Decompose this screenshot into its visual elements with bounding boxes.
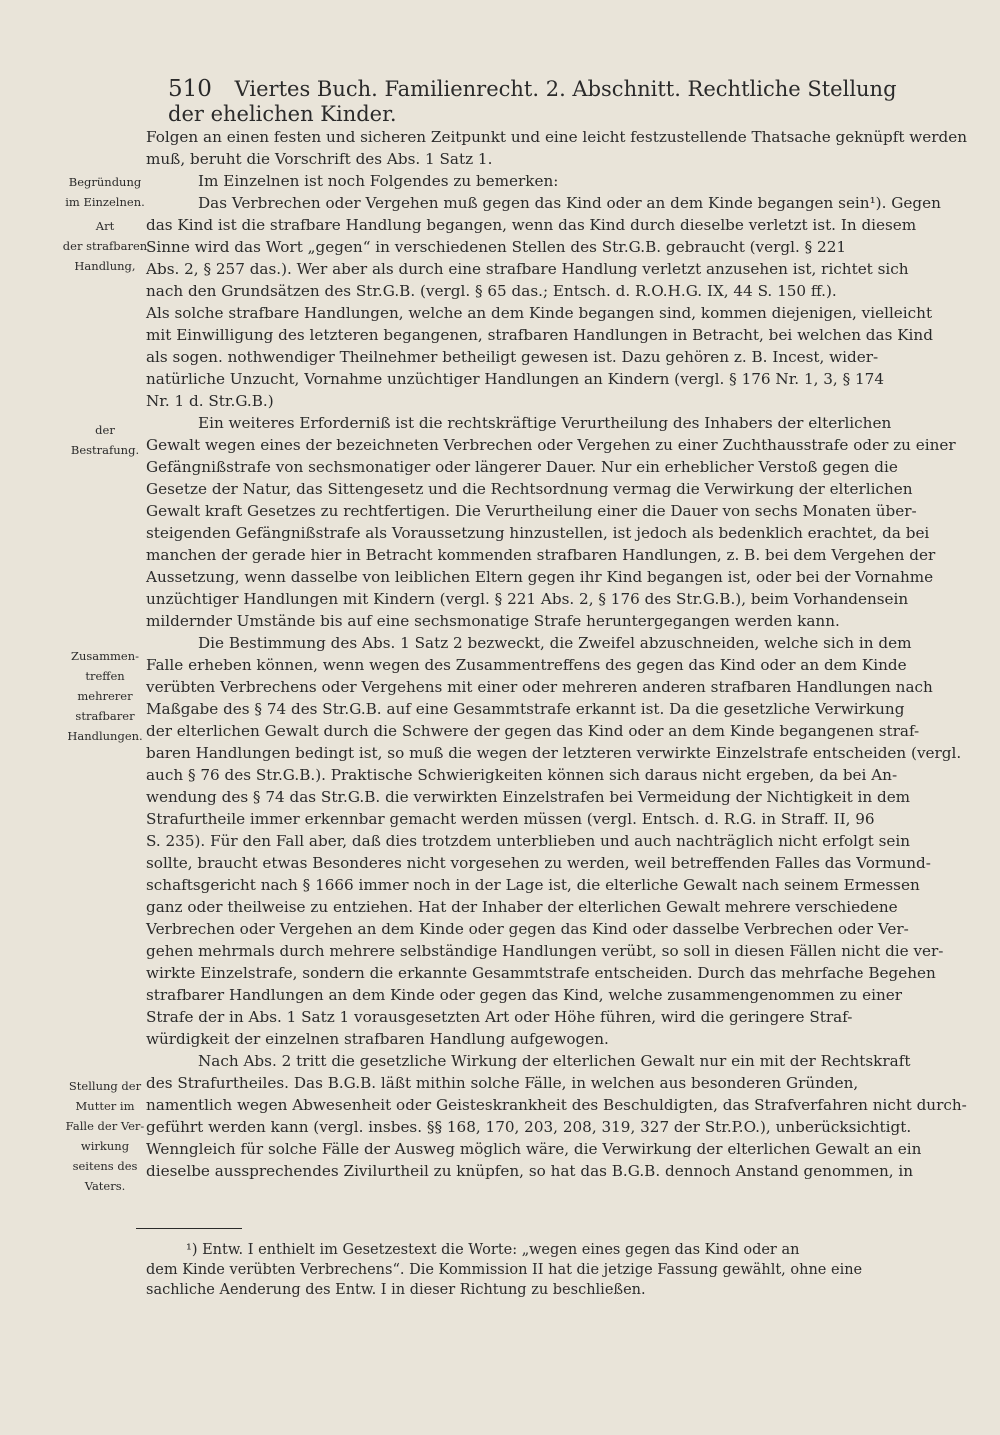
text-line: Maßgabe des § 74 des Str.G.B. auf eine Gesammtstrafe erkannt ist. Da die gesetzliche Verwirkung bbox=[146, 700, 905, 718]
text-line: Strafurtheile immer erkennbar gemacht werden müssen (vergl. Entsch. d. R.G. in Straff. II, 96 bbox=[146, 810, 875, 828]
margin-note-line: Zusammen- bbox=[70, 649, 140, 663]
margin-note-line: Stellung der bbox=[68, 1079, 142, 1093]
text-line: Nach Abs. 2 tritt die gesetzliche Wirkung der elterlichen Gewalt nur ein mit der Rechtskraft bbox=[198, 1052, 911, 1070]
text-line: mit Einwilligung des letzteren begangenen, strafbaren Handlungen in Betracht, bei welchen das Kind bbox=[146, 326, 933, 344]
text-line: nach den Grundsätzen des Str.G.B. (vergl. § 65 das.; Entsch. d. R.O.H.G. IX, 44 S. 150 ff.). bbox=[146, 282, 837, 300]
running-title: Viertes Buch. Familienrecht. 2. Abschnitt. Rechtliche Stellung der ehelichen Kinder. bbox=[168, 77, 897, 126]
text-line: wendung des § 74 das Str.G.B. die verwirkten Einzelstrafen bei Vermeidung der Nichtigkeit in dem bbox=[146, 788, 911, 806]
margin-note-line: Handlung, bbox=[74, 259, 136, 273]
running-header bbox=[168, 76, 898, 126]
text-line: steigenden Gefängnißstrafe als Voraussetzung hinzustellen, ist jedoch als bedenklich erachtet, da bei bbox=[146, 524, 930, 542]
text-line: als sogen. nothwendiger Theilnehmer betheiligt gewesen ist. Dazu gehören z. B. Incest, wider- bbox=[146, 348, 879, 366]
text-line: das Kind ist die strafbare Handlung begangen, wenn das Kind durch dieselbe verletzt ist. In diesem bbox=[146, 216, 917, 234]
text-line: ganz oder theilweise zu entziehen. Hat der Inhaber der elterlichen Gewalt mehrere verschiedene bbox=[146, 898, 898, 916]
margin-note-line: Art bbox=[95, 219, 115, 233]
footnote-rule bbox=[136, 1228, 242, 1229]
text-line: S. 235). Für den Fall aber, daß dies trotzdem unterblieben und auch nachträglich nicht erfolgt sein bbox=[146, 832, 911, 850]
footnote-line: dem Kinde verübten Verbrechens“. Die Kommission II hat die jetzige Fassung gewählt, ohne eine bbox=[146, 1262, 863, 1278]
text-line: Gesetze der Natur, das Sittengesetz und die Rechtsordnung vermag die Verwirkung der elterlichen bbox=[146, 480, 913, 498]
margin-note-line: Handlungen. bbox=[67, 729, 143, 743]
footnote-line: ¹) Entw. I enthielt im Gesetzestext die Worte: „wegen eines gegen das Kind oder an bbox=[186, 1242, 800, 1258]
main-text bbox=[146, 126, 968, 1182]
text-line: auch § 76 des Str.G.B.). Praktische Schwierigkeiten können sich daraus nicht ergeben, da bei An- bbox=[146, 766, 898, 784]
text-line: Die Bestimmung des Abs. 1 Satz 2 bezweckt, die Zweifel abzuschneiden, welche sich in dem bbox=[198, 634, 912, 652]
text-line: natürliche Unzucht, Vornahme unzüchtiger Handlungen an Kindern (vergl. § 176 Nr. 1, 3, § 174 bbox=[146, 370, 884, 388]
text-line: namentlich wegen Abwesenheit oder Geisteskrankheit des Beschuldigten, das Strafverfahren nicht durch- bbox=[146, 1096, 967, 1114]
text-line: unzüchtiger Handlungen mit Kindern (vergl. § 221 Abs. 2, § 176 des Str.G.B.), beim Vorhandensein bbox=[146, 590, 909, 608]
margin-note-line: im Einzelnen. bbox=[65, 195, 145, 209]
text-line: Folgen an einen festen und sicheren Zeitpunkt und eine leicht festzustellende Thatsache geknüpft werden bbox=[146, 128, 968, 146]
margin-note-line: treffen bbox=[85, 669, 125, 683]
text-line: geführt werden kann (vergl. insbes. §§ 168, 170, 203, 208, 319, 327 der Str.P.O.), unberücksichtigt. bbox=[146, 1118, 912, 1136]
text-line: Nr. 1 d. Str.G.B.) bbox=[146, 392, 274, 410]
text-line: muß, beruht die Vorschrift des Abs. 1 Satz 1. bbox=[146, 150, 493, 168]
text-line: Abs. 2, § 257 das.). Wer aber als durch eine strafbare Handlung verletzt anzusehen ist, richtet sich bbox=[146, 260, 909, 278]
text-line: verübten Verbrechens oder Vergehens mit einer oder mehreren anderen strafbaren Handlungen nach bbox=[146, 678, 933, 696]
text-line: Gewalt kraft Gesetzes zu rechtfertigen. Die Verurtheilung einer die Dauer von sechs Monaten über- bbox=[146, 502, 917, 520]
text-line: Wenngleich für solche Fälle der Ausweg möglich wäre, die Verwirkung der elterlichen Gewalt an ein bbox=[146, 1140, 922, 1158]
text-line: manchen der gerade hier in Betracht kommenden strafbaren Handlungen, z. B. bei dem Vergehen der bbox=[146, 546, 936, 564]
footnotes bbox=[146, 1240, 906, 1300]
text-line: des Strafurtheiles. Das B.G.B. läßt mithin solche Fälle, in welchen aus besonderen Gründen, bbox=[146, 1074, 859, 1092]
margin-note-line: der bbox=[95, 423, 115, 437]
text-line: Das Verbrechen oder Vergehen muß gegen das Kind oder an dem Kinde begangen sein¹). Gegen bbox=[198, 194, 941, 212]
text-line: Strafe der in Abs. 1 Satz 1 vorausgesetzten Art oder Höhe führen, wird die geringere Straf- bbox=[146, 1008, 853, 1026]
text-line: Ein weiteres Erforderniß ist die rechtskräftige Verurtheilung des Inhabers der elterlichen bbox=[198, 414, 892, 432]
margin-note-line: Bestrafung. bbox=[70, 443, 140, 457]
margin-note-line: strafbarer bbox=[75, 709, 135, 723]
margin-note-line: Falle der Ver- bbox=[65, 1119, 145, 1133]
text-line: wirkte Einzelstrafe, sondern die erkannte Gesammtstrafe entscheiden. Durch das mehrfache Begehen bbox=[146, 964, 936, 982]
text-line: schaftsgericht nach § 1666 immer noch in der Lage ist, die elterliche Gewalt nach seinem Ermessen bbox=[146, 876, 920, 894]
text-line: Gefängnißstrafe von sechsmonatiger oder längerer Dauer. Nur ein erheblicher Verstoß gegen die bbox=[146, 458, 898, 476]
page-number: 510 bbox=[168, 76, 212, 102]
text-line: gehen mehrmals durch mehrere selbständige Handlungen verübt, so soll in diesen Fällen nicht die ver- bbox=[146, 942, 944, 960]
text-line: Sinne wird das Wort „gegen“ in verschiedenen Stellen des Str.G.B. gebraucht (vergl. § 221 bbox=[146, 238, 847, 256]
text-line: Im Einzelnen ist noch Folgendes zu bemerken: bbox=[198, 172, 559, 190]
text-line: der elterlichen Gewalt durch die Schwere der gegen das Kind oder an dem Kinde begangenen straf- bbox=[146, 722, 920, 740]
text-line: Gewalt wegen eines der bezeichneten Verbrechen oder Vergehen zu einer Zuchthausstrafe oder zu einer bbox=[146, 436, 956, 454]
text-line: Falle erheben können, wenn wegen des Zusammentreffens des gegen das Kind oder an dem Kinde bbox=[146, 656, 907, 674]
margin-note-line: Vaters. bbox=[84, 1179, 126, 1193]
text-line: Aussetzung, wenn dasselbe von leiblichen Eltern gegen ihr Kind begangen ist, oder bei der Vornahme bbox=[146, 568, 934, 586]
text-line: Verbrechen oder Vergehen an dem Kinde oder gegen das Kind oder dasselbe Verbrechen oder Ver- bbox=[146, 920, 909, 938]
margin-note-line: Mutter im bbox=[75, 1099, 135, 1113]
text-line: mildernder Umstände bis auf eine sechsmonatige Strafe heruntergegangen werden kann. bbox=[146, 612, 840, 630]
margin-note-line: Begründung bbox=[68, 175, 142, 189]
text-line: strafbarer Handlungen an dem Kinde oder gegen das Kind, welche zusammengenommen zu einer bbox=[146, 986, 903, 1004]
text-line: sollte, braucht etwas Besonderes nicht vorgesehen zu werden, weil betreffenden Falles das Vormund- bbox=[146, 854, 931, 872]
text-line: Als solche strafbare Handlungen, welche an dem Kinde begangen sind, kommen diejenigen, vielleicht bbox=[146, 304, 933, 322]
margin-note-line: der strafbaren bbox=[62, 239, 148, 253]
text-line: baren Handlungen bedingt ist, so muß die wegen der letzteren verwirkte Einzelstrafe entscheiden (vergl. bbox=[146, 744, 962, 762]
text-line: dieselbe aussprechendes Zivilurtheil zu knüpfen, so hat das B.G.B. dennoch Anstand genommen, in bbox=[146, 1162, 914, 1180]
margin-note-line: mehrerer bbox=[77, 689, 133, 703]
margin-note-line: wirkung bbox=[80, 1139, 130, 1153]
footnote-line: sachliche Aenderung des Entw. I in dieser Richtung zu beschließen. bbox=[146, 1282, 646, 1298]
margin-note-line: seitens des bbox=[72, 1159, 138, 1173]
text-line: würdigkeit der einzelnen strafbaren Handlung aufgewogen. bbox=[146, 1030, 609, 1048]
